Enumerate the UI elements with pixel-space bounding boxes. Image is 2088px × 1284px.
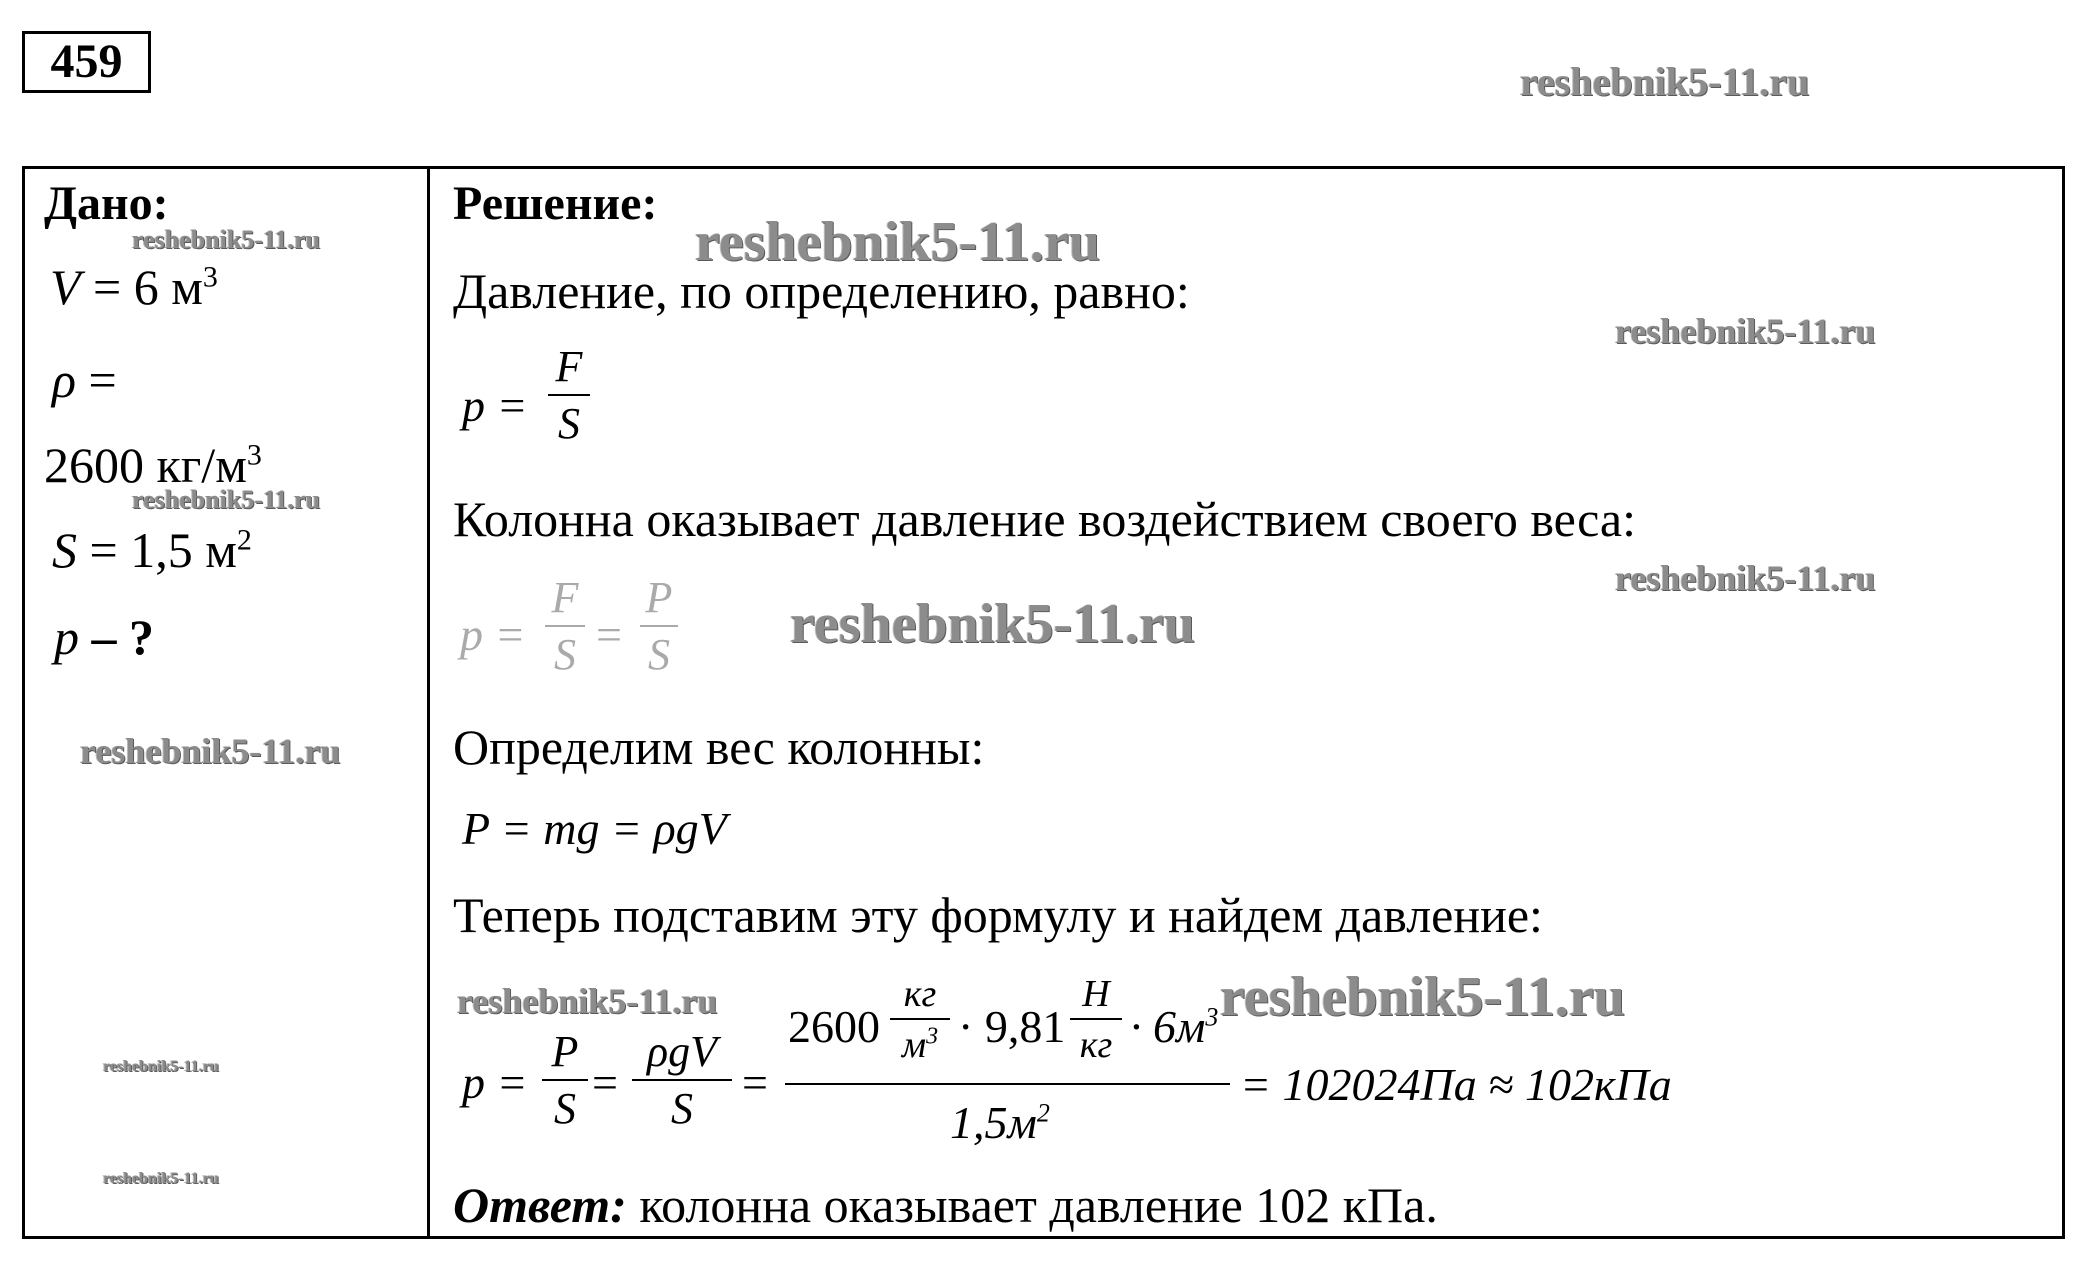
formula-4-result: = 102024Па ≈ 102кПа [1240, 1059, 1672, 1110]
area-value: = 1,5 м [89, 522, 237, 578]
formula-4-equals-1: = [592, 1057, 618, 1108]
watermark: reshebnik5-11.ru [103, 1170, 219, 1187]
formula-2-lhs: p = [460, 609, 526, 660]
density-equals: = [88, 352, 117, 408]
problem-number: 459 [22, 31, 151, 93]
given-density-value [44, 437, 262, 493]
formula-4-fraction-2 [632, 1027, 732, 1133]
formula-4-numerator-2: ρgV [647, 1027, 717, 1076]
watermark: reshebnik5-11.ru [695, 211, 1101, 273]
formula-2-denominator-1: S [554, 630, 576, 679]
formula-1-numerator: F [555, 342, 583, 391]
unit-kg: кг [903, 973, 937, 1015]
volume-value: = 6 м [93, 259, 203, 315]
density-exponent: 3 [246, 438, 262, 472]
fraction-bar [640, 625, 678, 627]
formula-1-lhs: p = [462, 380, 528, 431]
formula-2-fraction-1 [545, 573, 585, 679]
watermark: reshebnik5-11.ru [1520, 59, 1810, 104]
formula-2-denominator-2: S [648, 630, 670, 679]
solution-line-4: Теперь подставим эту формулу и найдем давление: [453, 887, 1543, 943]
fraction-bar [632, 1079, 732, 1081]
fraction-bar [1070, 1018, 1122, 1020]
watermark: reshebnik5-11.ru [1615, 558, 1876, 598]
answer-text: колонна оказывает давление 102 кПа. [626, 1177, 1438, 1233]
formula-4-unit-kg-m3 [890, 975, 950, 1064]
density-value: 2600 кг/м [44, 437, 247, 493]
density-symbol: ρ [52, 352, 76, 408]
formula-4-volume: · $6м^3$ [1130, 1001, 1219, 1052]
fraction-bar [548, 394, 590, 396]
given-density-label [52, 352, 117, 408]
watermark: reshebnik5-11.ru [1220, 966, 1626, 1028]
volume-symbol: V [50, 259, 81, 315]
solution-line-2: Колонна оказывает давление воздействием своего веса: [453, 491, 1636, 547]
watermark: reshebnik5-11.ru [1615, 311, 1876, 351]
formula-1-fraction [548, 342, 590, 448]
formula-1-denominator: S [558, 399, 580, 448]
unit-kg-2: кг [1079, 1024, 1113, 1066]
fraction-bar [545, 625, 585, 627]
answer [453, 1177, 1438, 1233]
formula-4-equals-2: = [742, 1057, 768, 1108]
watermark: reshebnik5-11.ru [457, 981, 718, 1021]
watermark: reshebnik5-11.ru [132, 485, 321, 514]
answer-label: Ответ: [453, 1177, 627, 1233]
watermark: reshebnik5-11.ru [132, 225, 321, 254]
formula-4-big-number: 2600 [788, 1001, 880, 1052]
watermark: reshebnik5-11.ru [790, 593, 1196, 655]
formula-4-denominator-1: S [554, 1084, 576, 1133]
solution-header: Решение: [453, 177, 658, 230]
formula-4-g-value: · 9,81 [958, 1001, 1066, 1052]
area-symbol: S [52, 522, 77, 578]
formula-2-fraction-2 [640, 573, 678, 679]
watermark: reshebnik5-11.ru [103, 1058, 219, 1075]
area-exponent: 2 [236, 523, 252, 557]
watermark: reshebnik5-11.ru [80, 731, 341, 771]
formula-2-numerator-2: P [645, 573, 673, 622]
given-header: Дано: [44, 177, 169, 230]
formula-4-denominator-2: S [671, 1084, 693, 1133]
formula-4-main-fraction-bar [785, 1083, 1230, 1085]
formula-2-numerator-1: F [551, 573, 579, 622]
given-volume [50, 259, 218, 315]
formula-4-unit-n-kg [1070, 975, 1122, 1064]
formula-4-big-denominator: $1,5м^2$ [950, 1097, 1050, 1148]
column-divider [427, 166, 430, 1239]
formula-4-numerator-1: P [551, 1027, 579, 1076]
find-question: – ? [91, 609, 154, 665]
solution-line-1: Давление, по определению, равно: [453, 263, 1190, 319]
formula-2-equals: = [596, 609, 622, 660]
unit-newton: Н [1082, 973, 1110, 1015]
given-area [52, 522, 252, 578]
fraction-bar [542, 1079, 588, 1081]
fraction-bar [890, 1018, 950, 1020]
unit-m3: $м^3$ [901, 1023, 939, 1066]
formula-4-lhs: p = [462, 1057, 528, 1108]
given-find [54, 609, 154, 665]
formula-4-fraction-1 [542, 1027, 588, 1133]
find-symbol: p [54, 609, 79, 665]
formula-3: P = mg = ρgV [462, 803, 727, 854]
solution-line-3: Определим вес колонны: [453, 719, 985, 775]
volume-exponent: 3 [202, 260, 218, 294]
solution-table [22, 166, 2065, 1239]
